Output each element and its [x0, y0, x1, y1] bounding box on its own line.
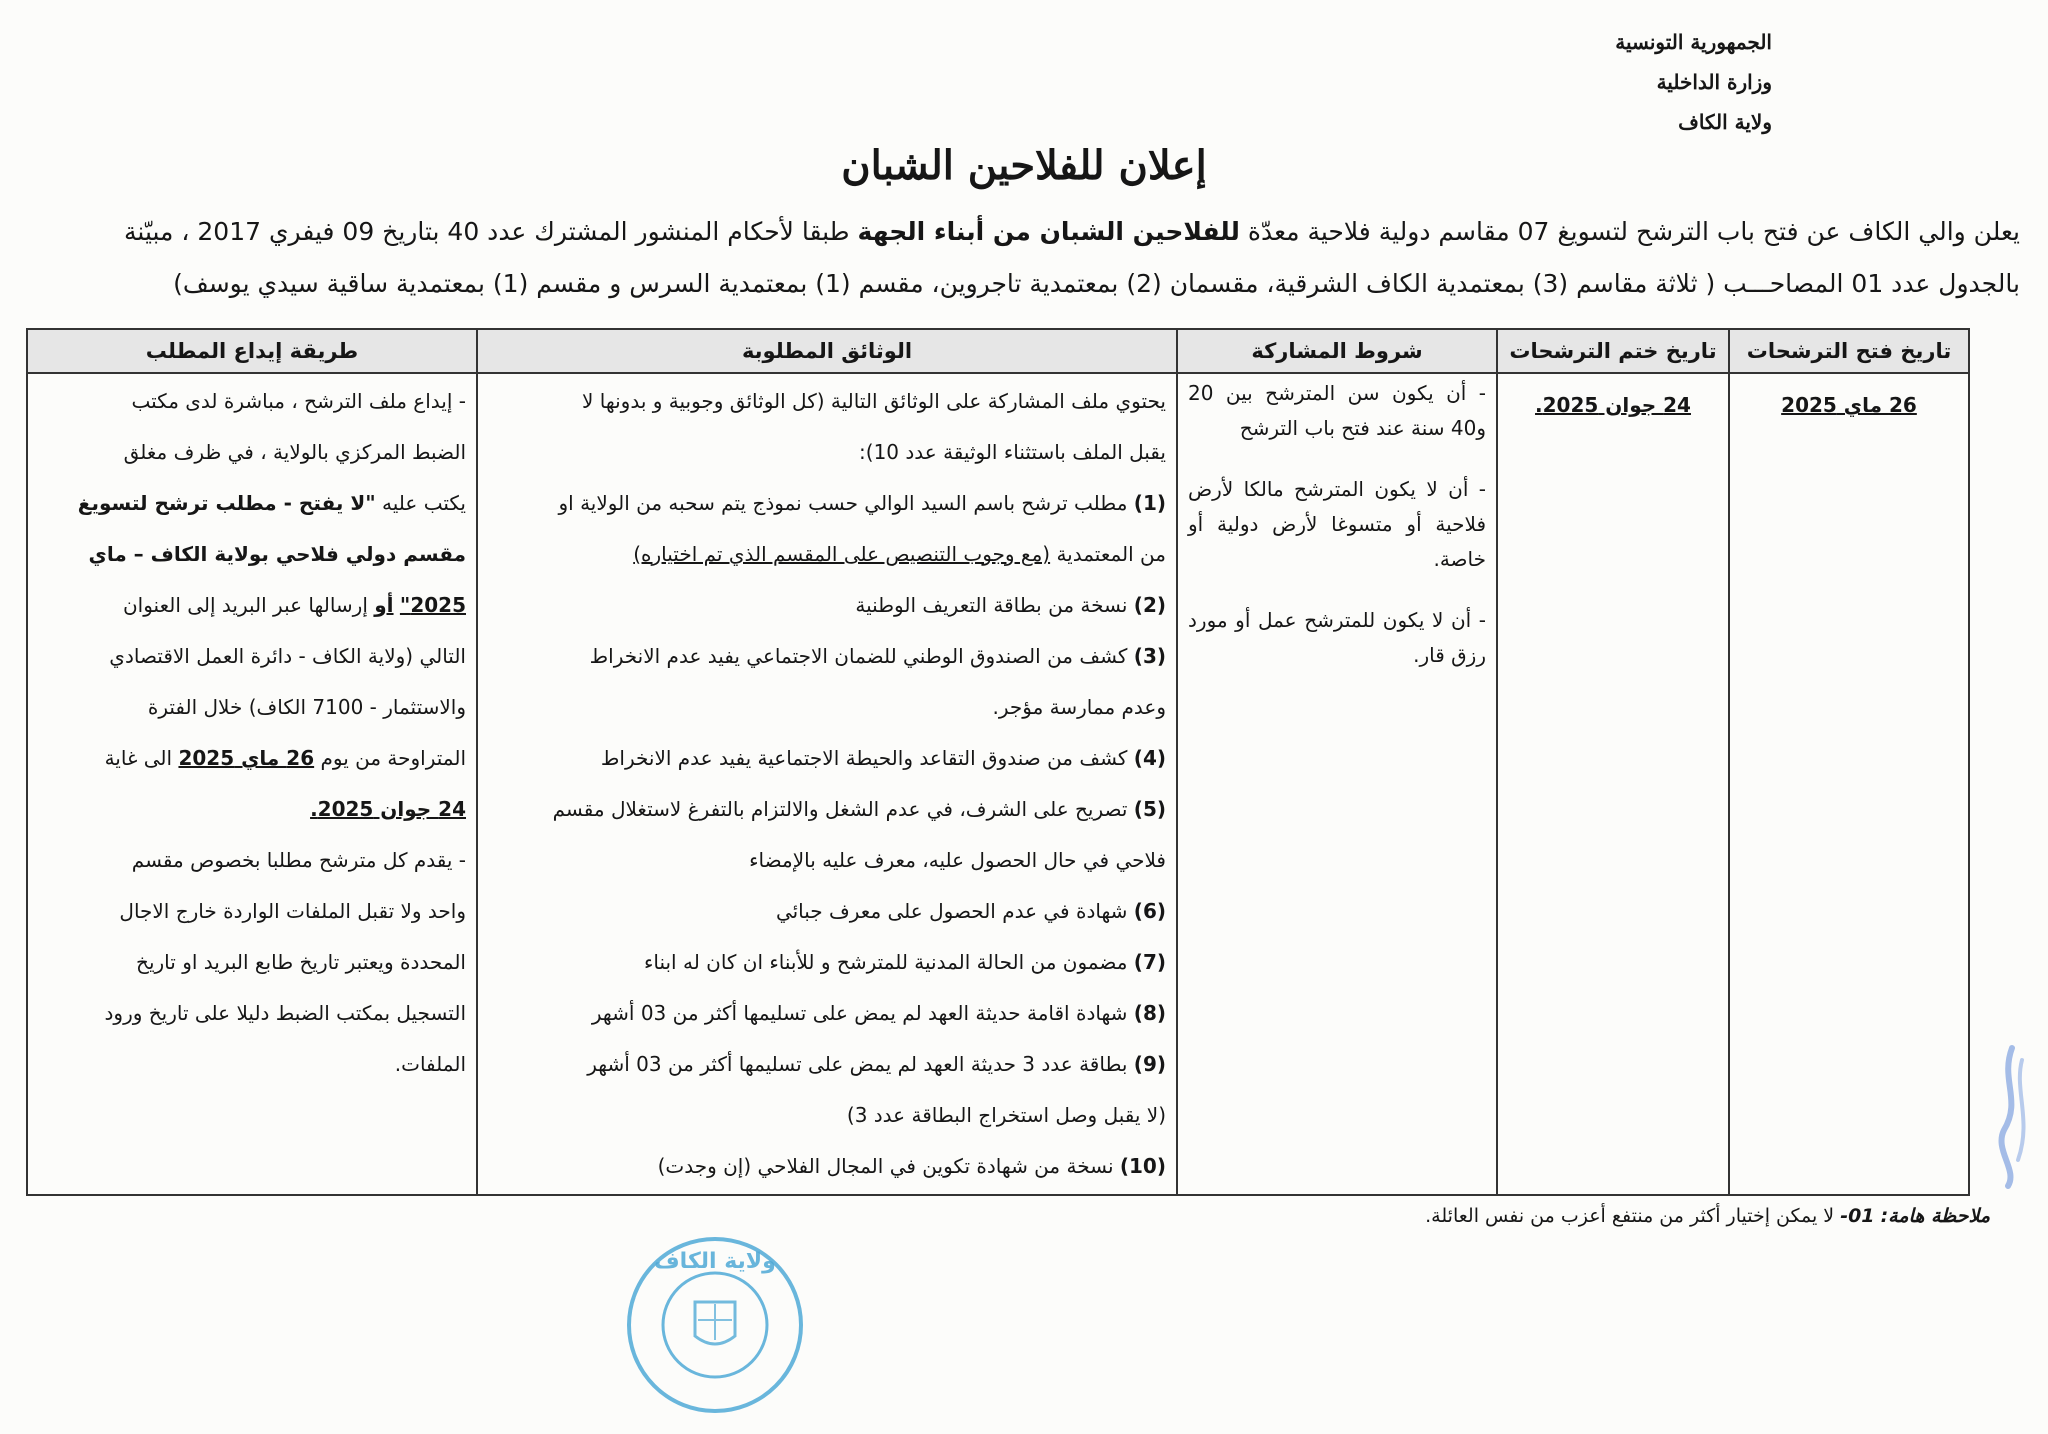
document-item: (5) تصريح على الشرف، في عدم الشغل والالتزام بالتفرغ لاستغلال مقسم [552, 797, 1166, 821]
document-item: (6) شهادة في عدم الحصول على معرف جبائي [775, 899, 1166, 923]
official-stamp [622, 1232, 808, 1418]
header-close-date: تاريخ ختم الترشحات [1497, 329, 1729, 373]
document-item: (3) كشف من الصندوق الوطني للضمان الاجتماعي يفيد عدم الانخراط [589, 644, 1166, 668]
table-row [27, 373, 1969, 1195]
open-date-cell [1729, 373, 1969, 1195]
document-item: (7) مضمون من الحالة المدنية للمترشح و للأبناء ان كان له ابناء [643, 950, 1166, 974]
header-ministry: وزارة الداخلية [1656, 70, 1772, 94]
document-item: (10) نسخة من شهادة تكوين في المجال الفلاحي (إن وجدت) [657, 1154, 1166, 1178]
issuer-header [1512, 22, 1772, 142]
table-header-row [27, 329, 1969, 373]
document-item: وعدم ممارسة مؤجر. [992, 695, 1166, 719]
conditions-cell [1177, 373, 1497, 1195]
document-item: فلاحي في حال الحصول عليه، معرف عليه بالإمضاء [749, 848, 1166, 872]
note-text: لا يمكن إختيار أكثر من منتفع أعزب من نفس العائلة. [1425, 1205, 1841, 1227]
document-item: (4) كشف من صندوق التقاعد والحيطة الاجتماعية يفيد عدم الانخراط [600, 746, 1166, 770]
document-item: (1) مطلب ترشح باسم السيد الوالي حسب نموذج يتم سحبه من الولاية او [558, 491, 1166, 515]
condition-item: - أن لا يكون المترشح مالكا لأرض فلاحية أو متسوغا لأرض دولية أو خاصة. [1188, 477, 1486, 571]
announcement-table [26, 328, 1970, 1196]
header-governorate: ولاية الكاف [1678, 110, 1772, 134]
document-item: من المعتمدية (مع وجوب التنصيص على المقسم الذي تم اختياره) [633, 542, 1166, 566]
intro-line-1: يعلن والي الكاف عن فتح باب الترشح لتسويغ 07 مقاسم دولية فلاحية معدّة للفلاحين الشبان من أبناء الجهة طبقا لأحكام المنشور المشترك عدد 40 بتاريخ 09 فيفري 2017 ، مبيّنة [124, 217, 2020, 246]
condition-item: - أن يكون سن المترشح بين 20 و40 سنة عند فتح باب الترشح [1188, 381, 1486, 440]
document-item: (8) شهادة اقامة حديثة العهد لم يمض على تسليمها أكثر من 03 أشهر [591, 1001, 1166, 1025]
condition-item: - أن لا يكون للمترشح عمل أو مورد رزق قار. [1188, 608, 1486, 667]
documents-intro: يقبل الملف باستثناء الوثيقة عدد 10): [859, 440, 1166, 464]
stamp-cross-icon [698, 1304, 732, 1340]
page-title: إعلان للفلاحين الشبان [841, 142, 1207, 189]
intro-paragraph [30, 206, 2020, 310]
documents-intro: يحتوي ملف المشاركة على الوثائق التالية (كل الوثائق وجوبية و بدونها لا [582, 389, 1166, 413]
document-item: (9) بطاقة عدد 3 حديثة العهد لم يمض على تسليمها أكثر من 03 أشهر [587, 1052, 1166, 1076]
intro-line-2: بالجدول عدد 01 المصاحـــب ( ثلاثة مقاسم (3) بمعتمدية الكاف الشرقية، مقسمان (2) بمعتمدية تاجروين، مقسم (1) بمعتمدية السرس و مقسم (1) بمعتمدية ساقية سيدي يوسف) [173, 269, 2020, 298]
ink-mark [1982, 1040, 2042, 1190]
documents-cell [477, 373, 1177, 1195]
stamp-text: ولاية الكاف [654, 1249, 776, 1274]
intro-highlight: للفلاحين الشبان من أبناء الجهة [857, 217, 1240, 246]
header-open-date: تاريخ فتح الترشحات [1729, 329, 1969, 373]
header-republic: الجمهورية التونسية [1615, 30, 1772, 54]
header-submission: طريقة إيداع المطلب [27, 329, 477, 373]
note-label: ملاحظة هامة: [1880, 1205, 1990, 1227]
document-item: (لا يقبل وصل استخراج البطاقة عدد 3) [846, 1103, 1166, 1127]
important-note [1425, 1205, 1990, 1227]
open-date: 26 ماي 2025 [1781, 393, 1917, 417]
submission-cell: - إيداع ملف الترشح ، مباشرة لدى مكتب الضبط المركزي بالولاية ، في ظرف مغلق يكتب عليه "لا يفتح - مطلب ترشح لتسويغ مقسم دولي فلاحي بولاية الكاف – ماي 2025" أو إرسالها عبر البريد إلى العنوان التالي (ولاية الكاف - دائرة العمل الاقتصادي والاستثمار - 7100 الكاف) خلال الفترة المتراوحة من يوم 26 ماي 2025 الى غاية 24 جوان 2025. - يقدم كل مترشح مطلبا بخصوص مقسم واحد ولا تقبل الملفات الواردة خارج الاجال المحددة ويعتبر تاريخ طابع البريد او تاريخ التسجيل بمكتب الضبط دليلا على تاريخ ورود الملفات. [27, 373, 477, 1195]
header-documents: الوثائق المطلوبة [477, 329, 1177, 373]
document-item: (2) نسخة من بطاقة التعريف الوطنية [855, 593, 1166, 617]
note-number: 01- [1840, 1205, 1875, 1227]
header-conditions: شروط المشاركة [1177, 329, 1497, 373]
close-date: 24 جوان 2025. [1535, 393, 1691, 417]
close-date-cell [1497, 373, 1729, 1195]
